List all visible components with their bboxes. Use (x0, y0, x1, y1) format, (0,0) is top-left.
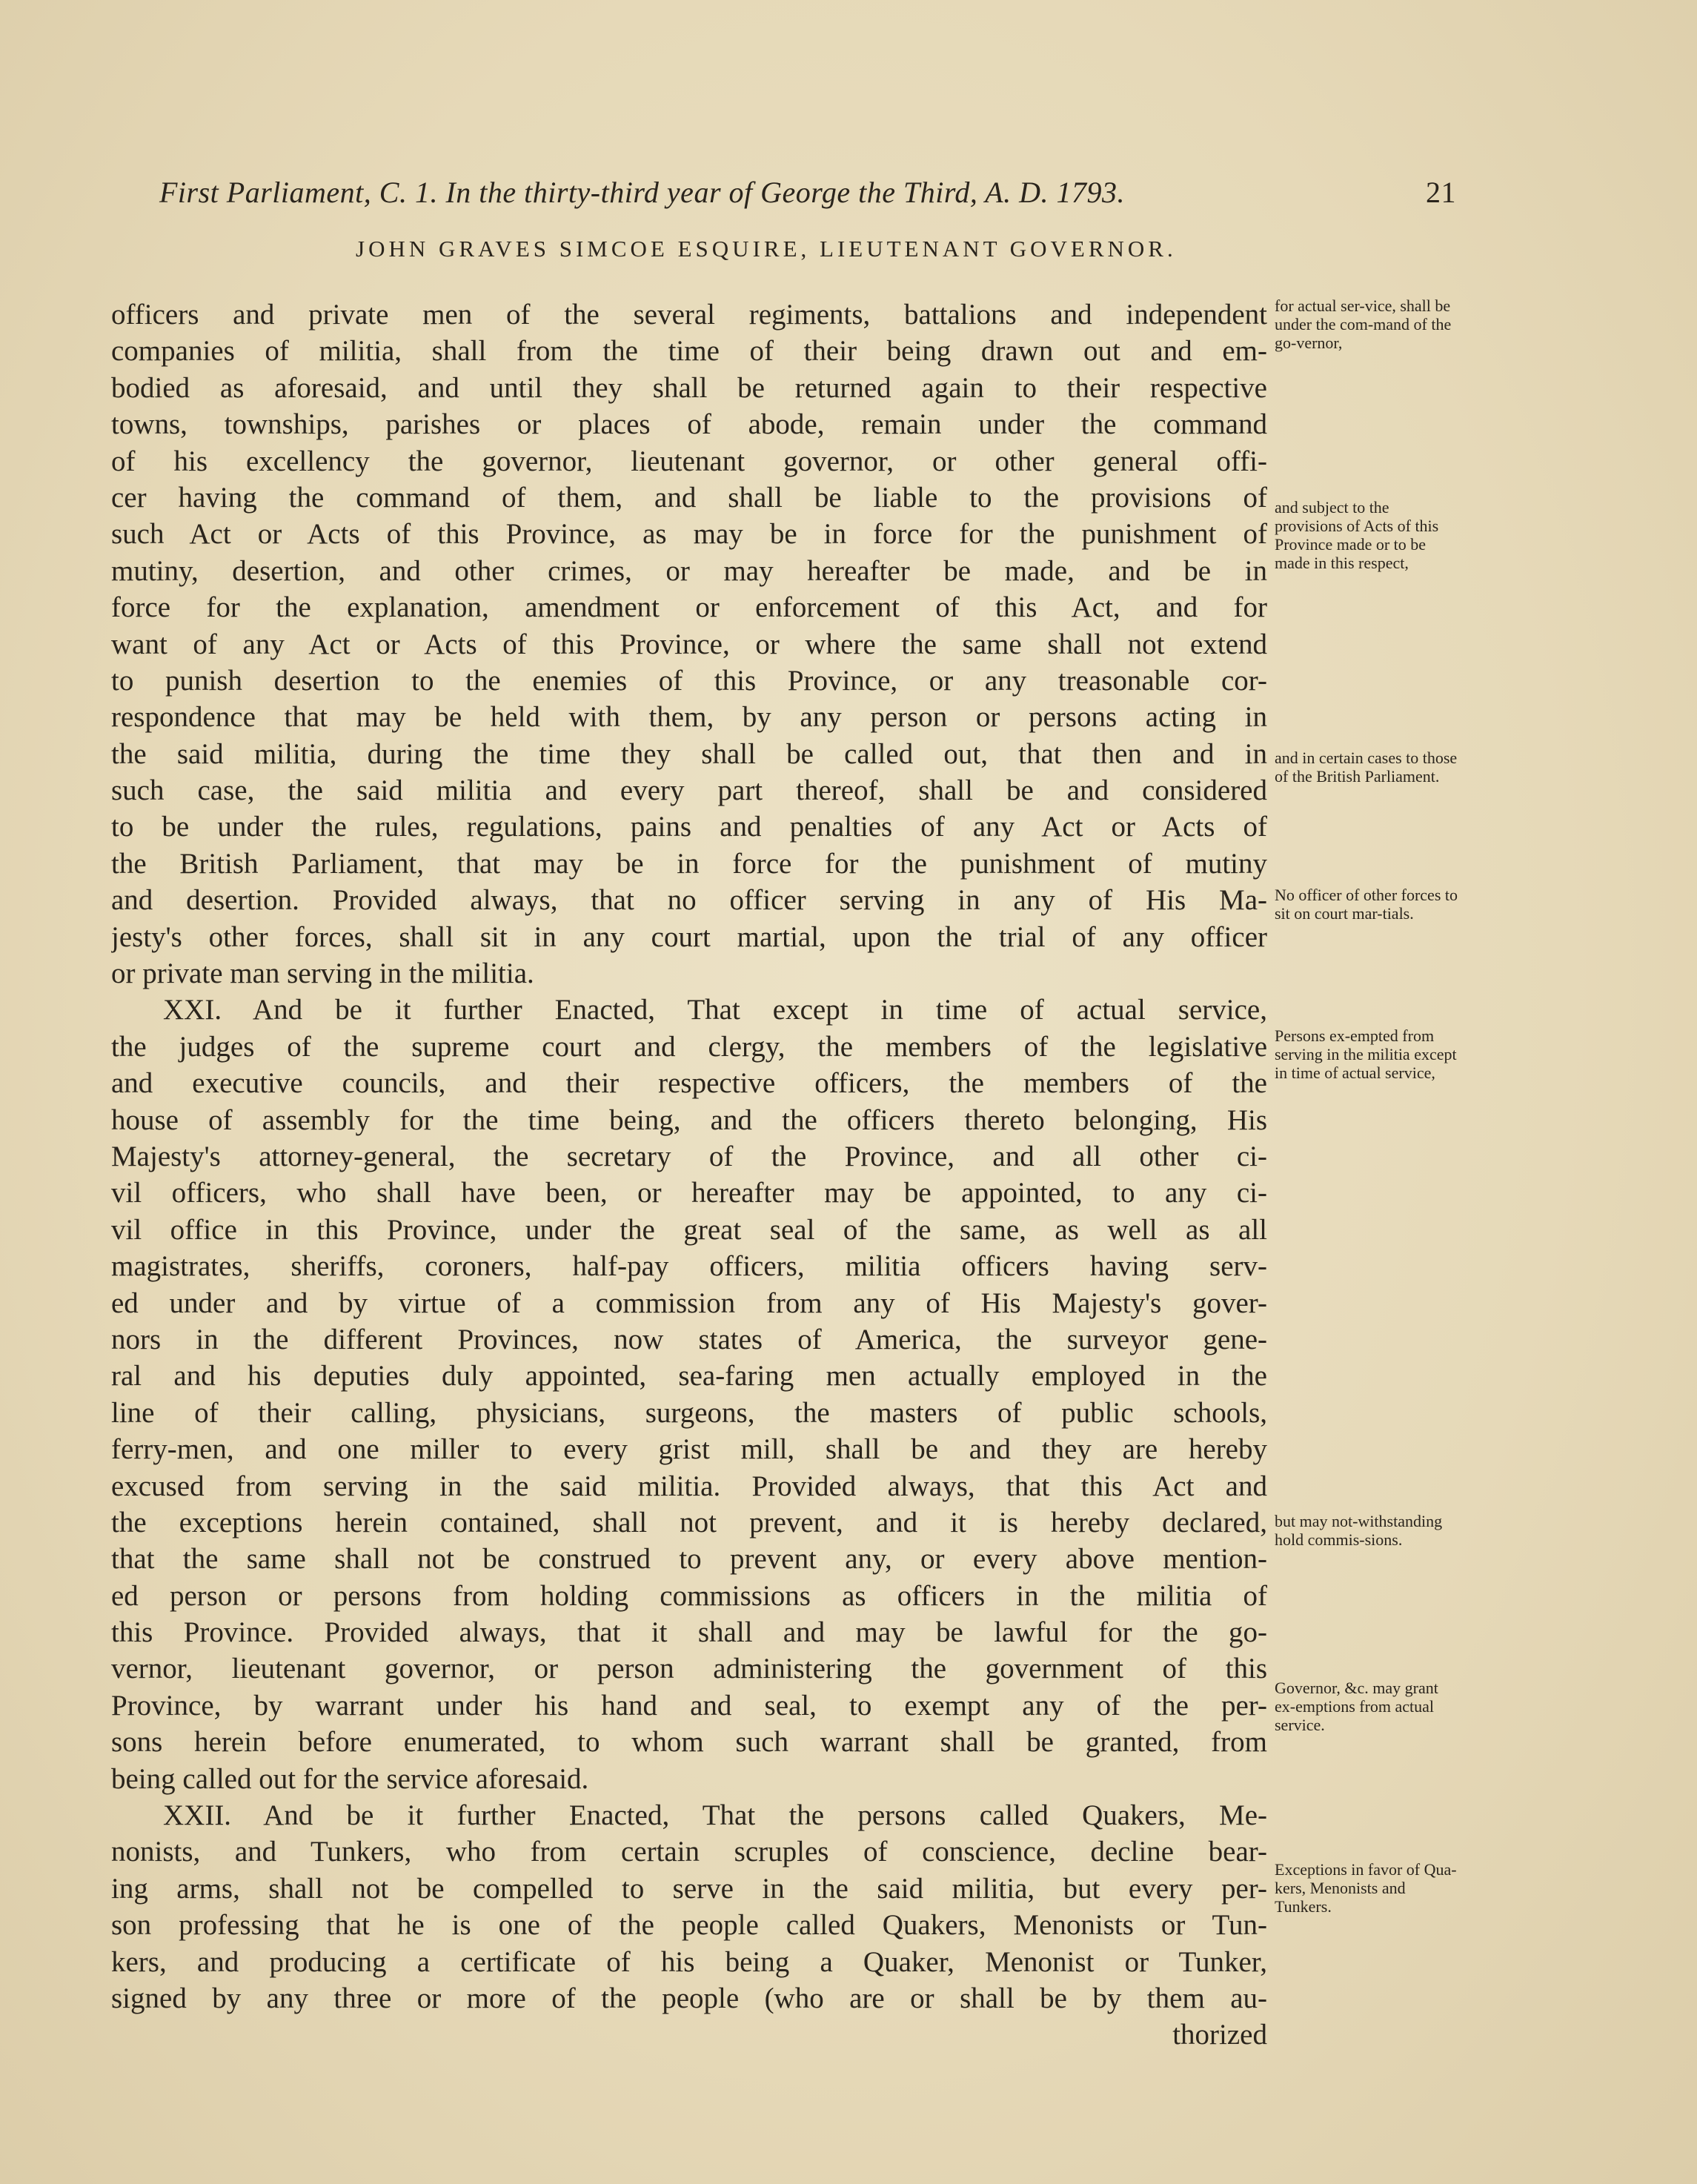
margin-note-text: and in certain cases to those of the British Parliament. (1275, 749, 1458, 786)
catchword: thorized (1172, 2019, 1267, 2051)
text-line: and desertion. Provided always, that no officer serving in any of His Ma- (111, 884, 1267, 917)
margin-note (1275, 1860, 1460, 1916)
section-xxi-heading-line: XXI. And be it further Enacted, That except in time of actual service, (163, 994, 1267, 1026)
margin-note-text: and subject to the provisions of Acts of this Province made or to be made in this respect, (1275, 498, 1439, 572)
margin-note-text: Exceptions in favor of Qua-kers, Menonists and Tunkers. (1275, 1860, 1457, 1916)
text-line: nors in the different Provinces, now states of America, the surveyor gene- (111, 1323, 1267, 1355)
text-line: nonists, and Tunkers, who from certain scruples of conscience, decline bear- (111, 1836, 1267, 1868)
text-line: want of any Act or Acts of this Province, or where the same shall not extend (111, 628, 1267, 660)
text-line: being called out for the service aforesaid. (111, 1762, 589, 1795)
text-line: Majesty's attorney-general, the secretary of the Province, and all other ci- (111, 1140, 1267, 1172)
margin-note (1275, 749, 1460, 786)
text-line: respondence that may be held with them, by any person or persons acting in (111, 701, 1267, 734)
text-line: mutiny, desertion, and other crimes, or may hereafter be made, and be in (111, 554, 1267, 587)
text-line: vil office in this Province, under the great seal of the same, as well as all (111, 1213, 1267, 1246)
margin-note-text: for actual ser-vice, shall be under the com-mand of the go-vernor, (1275, 296, 1452, 352)
text-line: ed person or persons from holding commissions as officers in the militia of (111, 1579, 1267, 1612)
text-line: the British Parliament, that may be in force for the punishment of mutiny (111, 847, 1267, 880)
margin-note (1275, 886, 1460, 923)
text-line: to punish desertion to the enemies of this Province, or any treasonable cor- (111, 664, 1267, 697)
text-line: of his excellency the governor, lieutenant governor, or other general offi- (111, 445, 1267, 477)
body-text (111, 296, 1267, 2054)
page-number: 21 (1426, 176, 1456, 209)
text-line: signed by any three or more of the people (who are or shall be by them au- (111, 1982, 1267, 2014)
text-line: such case, the said militia and every part thereof, shall be and considered (111, 774, 1267, 807)
text-line: the judges of the supreme court and clergy, the members of the legislative (111, 1030, 1267, 1063)
text-line: the said militia, during the time they shall be called out, that then and in (111, 737, 1267, 770)
margin-note-text: Persons ex-empted from serving in the militia except in time of actual service, (1275, 1026, 1457, 1082)
text-line: or private man serving in the militia. (111, 957, 534, 990)
text-line: force for the explanation, amendment or enforcement of this Act, and for (111, 591, 1267, 624)
text-line: son professing that he is one of the people called Quakers, Menonists or Tun- (111, 1909, 1267, 1942)
running-title: First Parliament, C. 1. In the thirty-third year of George the Third, A. D. 1793. (159, 176, 1125, 209)
margin-note-text: but may not-withstanding hold commis-sions. (1275, 1512, 1443, 1549)
text-line: house of assembly for the time being, and the officers thereto belonging, His (111, 1103, 1267, 1136)
text-line: vil officers, who shall have been, or hereafter may be appointed, to any ci- (111, 1177, 1267, 1209)
text-line: Province, by warrant under his hand and seal, to exempt any of the per- (111, 1689, 1267, 1722)
text-line: officers and private men of the several regiments, battalions and independent (111, 299, 1267, 331)
text-line: ed under and by virtue of a commission from any of His Majesty's gover- (111, 1287, 1267, 1319)
text-line: jesty's other forces, shall sit in any court martial, upon the trial of any officer (111, 920, 1267, 953)
text-line: magistrates, sheriffs, coroners, half-pay officers, militia officers having serv- (111, 1250, 1267, 1283)
governor-subtitle: JOHN GRAVES SIMCOE ESQUIRE, LIEUTENANT GOVERNOR. (356, 236, 1177, 262)
text-line: towns, townships, parishes or places of abode, remain under the command (111, 408, 1267, 441)
text-line: and executive councils, and their respective officers, the members of the (111, 1067, 1267, 1100)
margin-note (1275, 1026, 1460, 1082)
text-line: that the same shall not be construed to prevent any, or every above mention- (111, 1543, 1267, 1576)
text-line: kers, and producing a certificate of his being a Quaker, Menonist or Tunker, (111, 1945, 1267, 1978)
text-line: line of their calling, physicians, surgeons, the masters of public schools, (111, 1396, 1267, 1429)
text-line: to be under the rules, regulations, pains and penalties of any Act or Acts of (111, 811, 1267, 843)
text-line: ral and his deputies duly appointed, sea-faring men actually employed in the (111, 1360, 1267, 1393)
text-line: excused from serving in the said militia. Provided always, that this Act and (111, 1470, 1267, 1502)
text-line: ferry-men, and one miller to every grist mill, shall be and they are hereby (111, 1433, 1267, 1466)
text-line: vernor, lieutenant governor, or person administering the government of this (111, 1653, 1267, 1685)
text-line: sons herein before enumerated, to whom such warrant shall be granted, from (111, 1726, 1267, 1759)
text-line: this Province. Provided always, that it shall and may be lawful for the go- (111, 1616, 1267, 1649)
section-xxii-heading-line: XXII. And be it further Enacted, That the persons called Quakers, Me- (163, 1799, 1267, 1832)
margin-note (1275, 1512, 1460, 1549)
margin-note-text: No officer of other forces to sit on court mar-tials. (1275, 886, 1458, 923)
margin-note (1275, 296, 1460, 352)
margin-note (1275, 1679, 1460, 1734)
text-line: cer having the command of them, and shall be liable to the provisions of (111, 481, 1267, 514)
text-line: such Act or Acts of this Province, as may be in force for the punishment of (111, 518, 1267, 551)
margin-note (1275, 498, 1460, 572)
running-header (159, 175, 1456, 219)
text-line: companies of militia, shall from the time of their being drawn out and em- (111, 335, 1267, 368)
margin-note-text: Governor, &c. may grant ex-emptions from actual service. (1275, 1679, 1438, 1734)
text-line: bodied as aforesaid, and until they shall be returned again to their respective (111, 371, 1267, 404)
text-line: ing arms, shall not be compelled to serve in the said militia, but every per- (111, 1872, 1267, 1905)
text-line: the exceptions herein contained, shall not prevent, and it is hereby declared, (111, 1506, 1267, 1539)
